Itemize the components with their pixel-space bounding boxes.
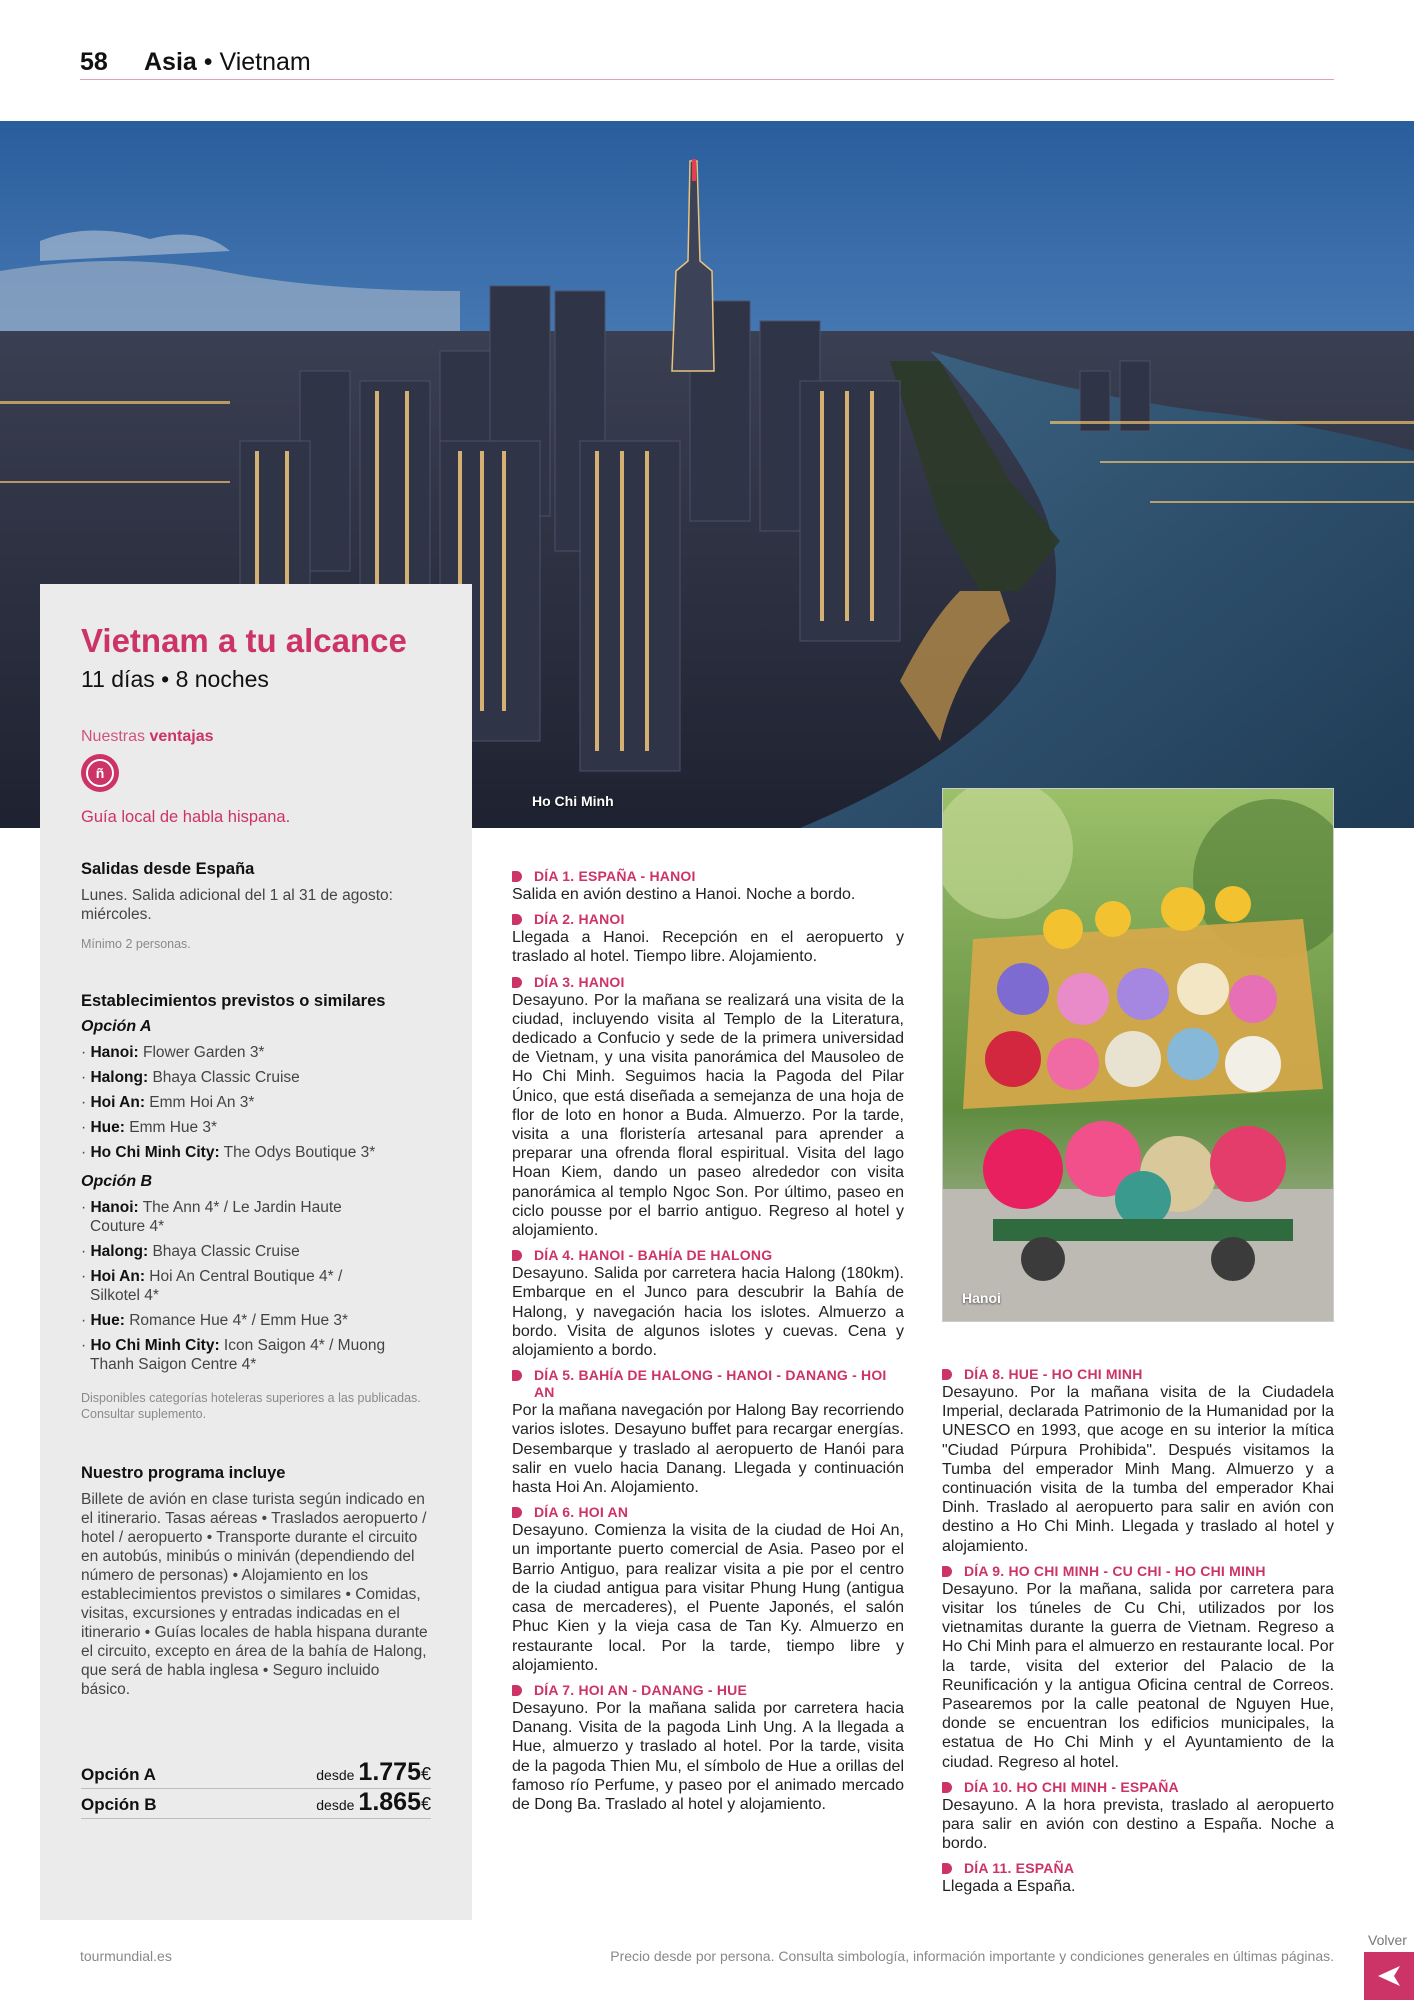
establecimientos-heading: Establecimientos previstos o similares [81, 992, 386, 1010]
itinerary-day [942, 1779, 1334, 1854]
hotel-city: Halong: [90, 1069, 149, 1086]
hotel-name-cont: Couture 4* [90, 1218, 165, 1235]
ventajas-label [81, 728, 214, 746]
price-amount: 1.775 [358, 1758, 421, 1786]
day-text: Desayuno. Por la mañana se realizará una visita de la ciudad, incluyendo visita al Templo de la Literatura, dedicado a Confucio y sede de la primera universidad de Vietnam, y una visita panorámica del Mausoleo de Ho Chi Minh. Seguimos hacia la Pagoda del Pilar Único, que está diseñada a semejanza de una hoja de flor de loto en honor a Buda. Almuerzo. Por la tarde, visita a una floristería artesanal para aprender a preparar una ofrenda floral espiritual. Visita del lago Hoan Kiem, dando un paseo alrededor con visita panorámica al templo Ngoc Son. Por último, paseo en ciclo pousse por el barrio antiguo. Regreso al hotel y alojamiento. [512, 991, 904, 1240]
programa-heading: Nuestro programa incluye [81, 1464, 286, 1482]
hotel-name: The Ann 4* / Le Jardin Haute [138, 1199, 342, 1216]
salidas-text: Lunes. Salida adicional del 1 al 31 de agosto: miércoles. [81, 887, 393, 923]
hotel-item: · Halong: Bhaya Classic Cruise [81, 1069, 300, 1086]
hotel-item: · Hanoi: The Ann 4* / Le Jardin Haute Couture 4* [81, 1198, 431, 1236]
hotel-item: · Halong: Bhaya Classic Cruise [81, 1243, 300, 1260]
option-b-hotel-list [81, 1198, 431, 1380]
hotel-city: Hue: [90, 1119, 125, 1136]
day-text: Desayuno. Por la mañana visita de la Ciudadela Imperial, declarada Patrimonio de la Humanidad por la UNESCO en 1993, que acoge en su interior la mítica "Ciudad Púrpura Prohibida". Después visitamos la Tumba del emperador Minh Mang. Almuerzo y a continuación visita de la tumba del emperador Khai Dinh. Traslado al aeropuerto para salir en avión con destino a Ho Chi Minh. Llegada y traslado al hotel y alojamiento. [942, 1384, 1334, 1555]
day-heading: DÍA 9. HO CHI MINH - CU CHI - HO CHI MINH [942, 1563, 1334, 1580]
country-label: Vietnam [219, 48, 311, 76]
price-desde: desde [316, 1767, 355, 1783]
hotel-item: · Hoi An: Hoi An Central Boutique 4* / Silkotel 4* [81, 1267, 431, 1305]
salidas-heading: Salidas desde España [81, 860, 255, 878]
page-header [80, 46, 1334, 80]
itinerary-day [512, 868, 904, 904]
hotel-name: Hoi An Central Boutique 4* / [145, 1268, 343, 1285]
hotel-name: Icon Saigon 4* / Muong [219, 1337, 386, 1354]
day-heading: DÍA 2. HANOI [512, 911, 904, 928]
hotel-city: Hoi An: [90, 1268, 145, 1285]
price-value [316, 1758, 431, 1787]
hotel-name: Emm Hoi An 3* [145, 1094, 255, 1111]
ventaja-text: Guía local de habla hispana. [81, 808, 291, 826]
itinerary-day [512, 1504, 904, 1675]
itinerary-day [942, 1860, 1334, 1896]
title-separator: • [196, 48, 220, 76]
day-text: Desayuno. Por la mañana salida por carretera hacia Danang. Visita de la pagoda Linh Ung. A la llegada a Hue, almuerzo y traslado al hotel. Por la tarde, visita de la pagoda Thien Mu, el símbolo de Hue a orillas del famoso río Perfume, y paseo por el animado mercado de Dong Ba. Traslado al hotel y alojamiento. [512, 1699, 904, 1813]
trip-title: Vietnam a tu alcance [81, 622, 407, 659]
programa-text: Billete de avión en clase turista según indicado en el itinerario. Tasas aéreas • Traslados aeropuerto / hotel / aeropuerto • Transporte durante el circuito en autobús, minibús o miniván (dependiendo del número de personas) • Alojamiento en los establecimientos previstos o similares • Comidas, visitas, excursiones y entradas indicadas en el itinerario • Guías locales de habla hispana durante el circuito, excepto en área de la bahía de Halong, que será de habla inglesa • Seguro incluido básico. [81, 1491, 428, 1698]
hotel-item: · Ho Chi Minh City: Icon Saigon 4* / Muong Thanh Saigon Centre 4* [81, 1336, 431, 1374]
day-heading: DÍA 4. HANOI - BAHÍA DE HALONG [512, 1247, 904, 1264]
price-desde: desde [316, 1797, 355, 1813]
footer-site: tourmundial.es [80, 1948, 172, 1964]
hotel-name-cont: Thanh Saigon Centre 4* [90, 1356, 257, 1373]
day-heading: DÍA 11. ESPAÑA [942, 1860, 1334, 1877]
price-value [316, 1788, 431, 1817]
hotel-city: Hanoi: [90, 1199, 139, 1216]
hotel-name-cont: Silkotel 4* [90, 1287, 159, 1304]
day-heading: DÍA 5. BAHÍA DE HALONG - HANOI - DANANG - HOI AN [512, 1367, 904, 1401]
hotel-name: Romance Hue 4* / Emm Hue 3* [124, 1312, 349, 1329]
day-text: Salida en avión destino a Hanoi. Noche a bordo. [512, 886, 856, 903]
hotel-city: Hue: [90, 1312, 125, 1329]
hotel-name: The Odys Boutique 3* [219, 1144, 376, 1161]
ventajas-strong: ventajas [149, 728, 214, 745]
day-text: Por la mañana navegación por Halong Bay recorriendo varios islotes. Desayuno buffet para recargar energías. Desembarque y traslado al aeropuerto de Hanói para salir en vuelo hacia Danang. Llegada y continuación hasta Hoi An. Alojamiento. [512, 1402, 904, 1497]
page-number: 58 [80, 48, 108, 76]
hotel-item: · Hanoi: Flower Garden 3* [81, 1044, 265, 1061]
option-b-heading: Opción B [81, 1173, 153, 1190]
price-label: Opción B [81, 1795, 157, 1814]
back-button[interactable] [1364, 1952, 1414, 2000]
hanoi-flower-cart-photo [942, 788, 1334, 1322]
itinerary-day [512, 911, 904, 966]
day-heading: DÍA 10. HO CHI MINH - ESPAÑA [942, 1779, 1334, 1796]
hotel-name: Bhaya Classic Cruise [148, 1243, 300, 1260]
price-row-option-a [81, 1759, 431, 1789]
hotel-name: Bhaya Classic Cruise [148, 1069, 300, 1086]
day-heading: DÍA 8. HUE - HO CHI MINH [942, 1366, 1334, 1383]
price-currency: € [420, 1794, 431, 1814]
hotel-city: Ho Chi Minh City: [90, 1144, 220, 1161]
hero-caption: Ho Chi Minh [532, 793, 614, 809]
hotel-name: Emm Hue 3* [124, 1119, 218, 1136]
day-heading: DÍA 1. ESPAÑA - HANOI [512, 868, 904, 885]
itinerary-day [512, 1367, 904, 1497]
itinerary-day [512, 974, 904, 1241]
hotel-city: Hoi An: [90, 1094, 145, 1111]
photo2-caption: Hanoi [962, 1290, 1001, 1306]
option-a-hotel-list [81, 1043, 431, 1168]
itinerary-day [942, 1366, 1334, 1556]
day-text: Llegada a Hanoi. Recepción en el aeropuerto y traslado al hotel. Tiempo libre. Alojamiento. [512, 929, 904, 966]
day-heading: DÍA 6. HOI AN [512, 1504, 904, 1521]
hotel-item: · Ho Chi Minh City: The Odys Boutique 3* [81, 1144, 376, 1161]
day-text: Desayuno. A la hora prevista, traslado al aeropuerto para salir en avión con destino a España. Noche a bordo. [942, 1796, 1334, 1853]
price-amount: 1.865 [358, 1788, 421, 1816]
hotel-city: Halong: [90, 1243, 149, 1260]
day-text: Llegada a España. [942, 1878, 1076, 1896]
option-a-heading: Opción A [81, 1018, 152, 1035]
price-row-option-b [81, 1789, 431, 1819]
itinerary-day [512, 1682, 904, 1814]
ventajas-pre: Nuestras [81, 728, 146, 745]
itinerary-day [942, 1563, 1334, 1772]
hotel-city: Ho Chi Minh City: [90, 1337, 220, 1354]
itinerary-column-1 [512, 868, 904, 1821]
spanish-guide-glyph: ñ [86, 759, 114, 787]
trip-duration: 11 días • 8 noches [81, 666, 269, 692]
categorias-note: Disponibles categorías hoteleras superiores a las publicadas. Consultar suplemento. [81, 1391, 421, 1421]
back-arrow-icon [1376, 1964, 1402, 1988]
region-label: Asia [144, 48, 197, 76]
itinerary-column-2 [942, 1366, 1334, 1904]
minimo-note: Mínimo 2 personas. [81, 937, 191, 951]
day-heading: DÍA 7. HOI AN - DANANG - HUE [512, 1682, 904, 1699]
hotel-city: Hanoi: [90, 1044, 139, 1061]
price-currency: € [420, 1764, 431, 1784]
day-text: Desayuno. Comienza la visita de la ciudad de Hoi An, un importante puerto comercial de Asia. Paseo por el Barrio Antiguo, para realizar visita a pie por el centro de la ciudad antigua para visitar Phung Hung (antigua casa de mercaderes), el Puente Japonés, el salón Phuc Kien y la vieja casa de Tan Ky. Almuerzo en restaurante local. Por la tarde, tiempo libre y alojamiento. [512, 1522, 904, 1674]
hotel-name: Flower Garden 3* [138, 1044, 265, 1061]
day-text: Desayuno. Por la mañana, salida por carretera para visitar los túneles de Cu Chi, utilizados por los vietnamitas durante la guerra de Vietnam. Regreso a Ho Chi Minh para el almuerzo en restaurante local. Por la tarde, visita del exterior del Palacio de la Reunificación y la antigua Oficina central de Correos. Pasearemos por la calle peatonal de Nguyen Hue, donde se encuentran los edificios municipales, la estatua de Ho Chi Minh y el Ayuntamiento de la ciudad. Regreso al hotel. [942, 1580, 1334, 1771]
page-section-title [144, 48, 311, 77]
spanish-guide-icon [81, 754, 119, 792]
itinerary-day [512, 1247, 904, 1360]
trip-summary-sidebar [40, 584, 472, 1920]
day-heading: DÍA 3. HANOI [512, 974, 904, 991]
hotel-item: · Hue: Romance Hue 4* / Emm Hue 3* [81, 1312, 349, 1329]
volver-label[interactable]: Volver [1368, 1932, 1407, 1948]
price-label: Opción A [81, 1765, 156, 1784]
hotel-item: · Hue: Emm Hue 3* [81, 1119, 218, 1136]
flower-cart-illustration [943, 789, 1334, 1322]
hotel-item: · Hoi An: Emm Hoi An 3* [81, 1094, 255, 1111]
day-text: Desayuno. Salida por carretera hacia Halong (180km). Embarque en el Junco para descubrir la Bahía de Halong, y navegación hacia los islotes. Almuerzo a bordo. Visita de algunos islotes y cuevas. Cena y alojamiento a bordo. [512, 1265, 904, 1360]
footer-note: Precio desde por persona. Consulta simbología, información importante y condiciones generales en últimas páginas. [610, 1948, 1334, 1964]
